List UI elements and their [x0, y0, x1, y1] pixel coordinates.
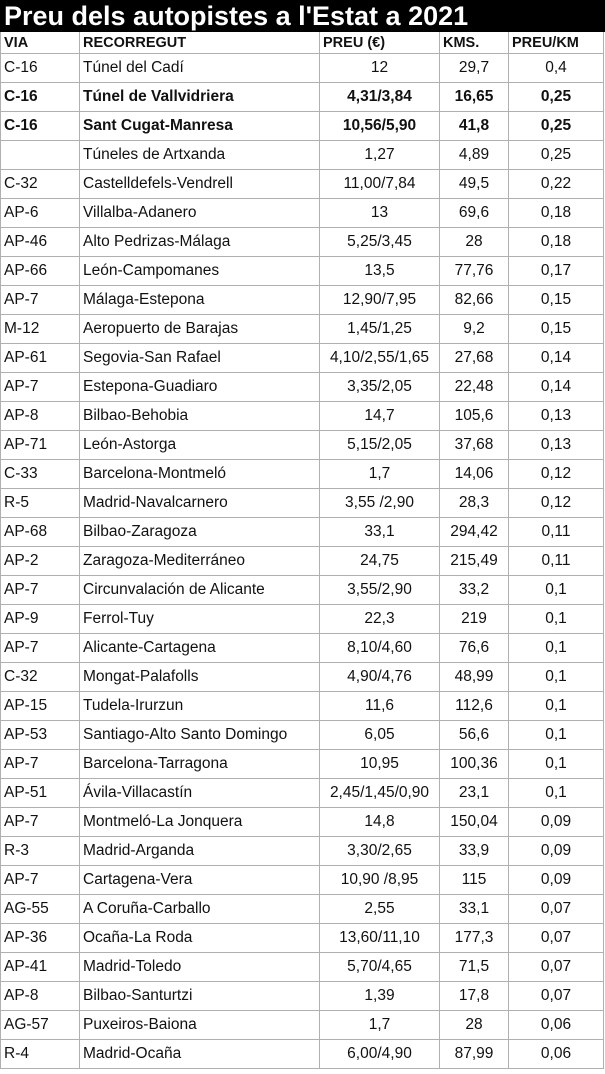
route-cell: Ocaña-La Roda [80, 924, 320, 953]
price-per-km-cell: 0,12 [509, 489, 604, 518]
route-cell: Montmeló-La Jonquera [80, 808, 320, 837]
price-per-km-cell: 0,13 [509, 402, 604, 431]
price-cell: 13,60/11,10 [320, 924, 440, 953]
kms-cell: 37,68 [440, 431, 509, 460]
kms-cell: 33,2 [440, 576, 509, 605]
route-cell: Mongat-Palafolls [80, 663, 320, 692]
table-row [1, 489, 604, 518]
table-row [1, 953, 604, 982]
via-cell: AP-36 [1, 924, 80, 953]
kms-cell: 150,04 [440, 808, 509, 837]
header-route: RECORREGUT [80, 32, 320, 54]
kms-cell: 28 [440, 1011, 509, 1040]
price-cell: 8,10/4,60 [320, 634, 440, 663]
price-cell: 3,55 /2,90 [320, 489, 440, 518]
price-cell: 1,45/1,25 [320, 315, 440, 344]
kms-cell: 22,48 [440, 373, 509, 402]
kms-cell: 33,1 [440, 895, 509, 924]
kms-cell: 29,7 [440, 54, 509, 83]
price-per-km-cell: 0,09 [509, 808, 604, 837]
via-cell: AG-55 [1, 895, 80, 924]
kms-cell: 41,8 [440, 112, 509, 141]
route-cell: Santiago-Alto Santo Domingo [80, 721, 320, 750]
kms-cell: 71,5 [440, 953, 509, 982]
route-cell: Ferrol-Tuy [80, 605, 320, 634]
via-cell: AP-7 [1, 576, 80, 605]
route-cell: A Coruña-Carballo [80, 895, 320, 924]
via-cell: AP-7 [1, 866, 80, 895]
table-row [1, 692, 604, 721]
route-cell: Túneles de Artxanda [80, 141, 320, 170]
price-per-km-cell: 0,15 [509, 286, 604, 315]
table-row [1, 431, 604, 460]
price-cell: 2,55 [320, 895, 440, 924]
via-cell: AP-46 [1, 228, 80, 257]
price-cell: 11,6 [320, 692, 440, 721]
kms-cell: 177,3 [440, 924, 509, 953]
table-row [1, 547, 604, 576]
price-per-km-cell: 0,06 [509, 1040, 604, 1069]
price-cell: 10,56/5,90 [320, 112, 440, 141]
table-row [1, 141, 604, 170]
via-cell: AP-53 [1, 721, 80, 750]
table-body [1, 54, 604, 1069]
via-cell: R-4 [1, 1040, 80, 1069]
price-per-km-cell: 0,07 [509, 953, 604, 982]
kms-cell: 33,9 [440, 837, 509, 866]
table-row [1, 779, 604, 808]
table-row [1, 721, 604, 750]
kms-cell: 87,99 [440, 1040, 509, 1069]
kms-cell: 48,99 [440, 663, 509, 692]
kms-cell: 76,6 [440, 634, 509, 663]
price-cell: 24,75 [320, 547, 440, 576]
price-cell: 3,35/2,05 [320, 373, 440, 402]
table-row [1, 808, 604, 837]
kms-cell: 100,36 [440, 750, 509, 779]
via-cell [1, 141, 80, 170]
price-cell: 4,90/4,76 [320, 663, 440, 692]
route-cell: Aeropuerto de Barajas [80, 315, 320, 344]
price-cell: 10,95 [320, 750, 440, 779]
kms-cell: 23,1 [440, 779, 509, 808]
kms-cell: 105,6 [440, 402, 509, 431]
route-cell: Zaragoza-Mediterráneo [80, 547, 320, 576]
table-row [1, 750, 604, 779]
table-row [1, 257, 604, 286]
kms-cell: 77,76 [440, 257, 509, 286]
route-cell: Bilbao-Behobia [80, 402, 320, 431]
via-cell: C-16 [1, 112, 80, 141]
price-cell: 33,1 [320, 518, 440, 547]
route-cell: Bilbao-Zaragoza [80, 518, 320, 547]
route-cell: Circunvalación de Alicante [80, 576, 320, 605]
price-per-km-cell: 0,25 [509, 83, 604, 112]
price-cell: 5,15/2,05 [320, 431, 440, 460]
route-cell: Madrid-Navalcarnero [80, 489, 320, 518]
route-cell: Cartagena-Vera [80, 866, 320, 895]
table-row [1, 315, 604, 344]
page-title: Preu dels autopistes a l'Estat a 2021 [0, 0, 605, 32]
price-cell: 4,10/2,55/1,65 [320, 344, 440, 373]
kms-cell: 27,68 [440, 344, 509, 373]
table-row [1, 1011, 604, 1040]
via-cell: AP-7 [1, 286, 80, 315]
kms-cell: 219 [440, 605, 509, 634]
price-per-km-cell: 0,17 [509, 257, 604, 286]
via-cell: AP-61 [1, 344, 80, 373]
price-cell: 4,31/3,84 [320, 83, 440, 112]
price-per-km-cell: 0,4 [509, 54, 604, 83]
via-cell: AP-8 [1, 982, 80, 1011]
price-cell: 12,90/7,95 [320, 286, 440, 315]
kms-cell: 112,6 [440, 692, 509, 721]
price-per-km-cell: 0,12 [509, 460, 604, 489]
via-cell: R-5 [1, 489, 80, 518]
route-cell: León-Astorga [80, 431, 320, 460]
price-per-km-cell: 0,07 [509, 982, 604, 1011]
price-per-km-cell: 0,22 [509, 170, 604, 199]
route-cell: Segovia-San Rafael [80, 344, 320, 373]
price-cell: 1,7 [320, 1011, 440, 1040]
kms-cell: 16,65 [440, 83, 509, 112]
route-cell: Estepona-Guadiaro [80, 373, 320, 402]
price-per-km-cell: 0,07 [509, 895, 604, 924]
via-cell: AP-7 [1, 808, 80, 837]
price-per-km-cell: 0,25 [509, 112, 604, 141]
header-price-per-km: PREU/KM [509, 32, 604, 54]
price-per-km-cell: 0,1 [509, 634, 604, 663]
table-row [1, 982, 604, 1011]
price-cell: 10,90 /8,95 [320, 866, 440, 895]
price-cell: 1,7 [320, 460, 440, 489]
table-row [1, 402, 604, 431]
via-cell: AG-57 [1, 1011, 80, 1040]
route-cell: Alicante-Cartagena [80, 634, 320, 663]
price-cell: 1,27 [320, 141, 440, 170]
kms-cell: 14,06 [440, 460, 509, 489]
via-cell: C-16 [1, 83, 80, 112]
table-row [1, 837, 604, 866]
price-per-km-cell: 0,09 [509, 837, 604, 866]
route-cell: Villalba-Adanero [80, 199, 320, 228]
price-cell: 14,7 [320, 402, 440, 431]
table-row [1, 170, 604, 199]
price-cell: 2,45/1,45/0,90 [320, 779, 440, 808]
price-per-km-cell: 0,1 [509, 692, 604, 721]
table-row [1, 634, 604, 663]
table-row [1, 1040, 604, 1069]
price-per-km-cell: 0,1 [509, 721, 604, 750]
route-cell: Barcelona-Tarragona [80, 750, 320, 779]
price-per-km-cell: 0,1 [509, 605, 604, 634]
kms-cell: 49,5 [440, 170, 509, 199]
table-row [1, 576, 604, 605]
price-per-km-cell: 0,18 [509, 199, 604, 228]
via-cell: AP-8 [1, 402, 80, 431]
kms-cell: 28 [440, 228, 509, 257]
price-cell: 6,05 [320, 721, 440, 750]
table-row [1, 866, 604, 895]
price-cell: 5,70/4,65 [320, 953, 440, 982]
via-cell: AP-15 [1, 692, 80, 721]
via-cell: C-16 [1, 54, 80, 83]
price-per-km-cell: 0,11 [509, 547, 604, 576]
header-via: VIA [1, 32, 80, 54]
route-cell: Madrid-Ocaña [80, 1040, 320, 1069]
via-cell: AP-41 [1, 953, 80, 982]
via-cell: AP-2 [1, 547, 80, 576]
price-cell: 13,5 [320, 257, 440, 286]
header-kms: KMS. [440, 32, 509, 54]
table-row [1, 518, 604, 547]
via-cell: AP-51 [1, 779, 80, 808]
via-cell: C-32 [1, 663, 80, 692]
via-cell: AP-66 [1, 257, 80, 286]
header-price: PREU (€) [320, 32, 440, 54]
via-cell: AP-7 [1, 634, 80, 663]
table-row [1, 286, 604, 315]
price-cell: 11,00/7,84 [320, 170, 440, 199]
via-cell: AP-6 [1, 199, 80, 228]
route-cell: Málaga-Estepona [80, 286, 320, 315]
table-row [1, 112, 604, 141]
table-row [1, 83, 604, 112]
kms-cell: 115 [440, 866, 509, 895]
price-per-km-cell: 0,15 [509, 315, 604, 344]
toll-price-table [0, 32, 604, 1069]
kms-cell: 56,6 [440, 721, 509, 750]
via-cell: AP-7 [1, 373, 80, 402]
price-per-km-cell: 0,07 [509, 924, 604, 953]
table-row [1, 924, 604, 953]
route-cell: Madrid-Toledo [80, 953, 320, 982]
route-cell: Barcelona-Montmeló [80, 460, 320, 489]
kms-cell: 82,66 [440, 286, 509, 315]
price-per-km-cell: 0,11 [509, 518, 604, 547]
price-per-km-cell: 0,25 [509, 141, 604, 170]
price-per-km-cell: 0,06 [509, 1011, 604, 1040]
route-cell: Túnel del Cadí [80, 54, 320, 83]
via-cell: AP-7 [1, 750, 80, 779]
table-header-row [1, 32, 604, 54]
kms-cell: 17,8 [440, 982, 509, 1011]
route-cell: Túnel de Vallvidriera [80, 83, 320, 112]
price-per-km-cell: 0,18 [509, 228, 604, 257]
table-row [1, 199, 604, 228]
price-per-km-cell: 0,14 [509, 344, 604, 373]
route-cell: Madrid-Arganda [80, 837, 320, 866]
via-cell: C-32 [1, 170, 80, 199]
price-per-km-cell: 0,1 [509, 779, 604, 808]
price-per-km-cell: 0,09 [509, 866, 604, 895]
table-row [1, 228, 604, 257]
route-cell: Puxeiros-Baiona [80, 1011, 320, 1040]
route-cell: León-Campomanes [80, 257, 320, 286]
table-row [1, 663, 604, 692]
via-cell: AP-9 [1, 605, 80, 634]
via-cell: C-33 [1, 460, 80, 489]
price-cell: 22,3 [320, 605, 440, 634]
price-per-km-cell: 0,14 [509, 373, 604, 402]
via-cell: AP-71 [1, 431, 80, 460]
table-row [1, 344, 604, 373]
price-cell: 6,00/4,90 [320, 1040, 440, 1069]
kms-cell: 294,42 [440, 518, 509, 547]
price-cell: 12 [320, 54, 440, 83]
route-cell: Sant Cugat-Manresa [80, 112, 320, 141]
table-row [1, 895, 604, 924]
route-cell: Castelldefels-Vendrell [80, 170, 320, 199]
price-cell: 14,8 [320, 808, 440, 837]
price-cell: 3,55/2,90 [320, 576, 440, 605]
kms-cell: 69,6 [440, 199, 509, 228]
kms-cell: 4,89 [440, 141, 509, 170]
price-per-km-cell: 0,1 [509, 663, 604, 692]
table-row [1, 605, 604, 634]
price-per-km-cell: 0,1 [509, 576, 604, 605]
price-cell: 5,25/3,45 [320, 228, 440, 257]
route-cell: Bilbao-Santurtzi [80, 982, 320, 1011]
via-cell: R-3 [1, 837, 80, 866]
table-row [1, 54, 604, 83]
price-per-km-cell: 0,13 [509, 431, 604, 460]
kms-cell: 28,3 [440, 489, 509, 518]
via-cell: M-12 [1, 315, 80, 344]
via-cell: AP-68 [1, 518, 80, 547]
price-cell: 3,30/2,65 [320, 837, 440, 866]
route-cell: Alto Pedrizas-Málaga [80, 228, 320, 257]
kms-cell: 215,49 [440, 547, 509, 576]
kms-cell: 9,2 [440, 315, 509, 344]
route-cell: Tudela-Irurzun [80, 692, 320, 721]
route-cell: Ávila-Villacastín [80, 779, 320, 808]
table-row [1, 373, 604, 402]
price-cell: 1,39 [320, 982, 440, 1011]
price-cell: 13 [320, 199, 440, 228]
price-per-km-cell: 0,1 [509, 750, 604, 779]
table-row [1, 460, 604, 489]
